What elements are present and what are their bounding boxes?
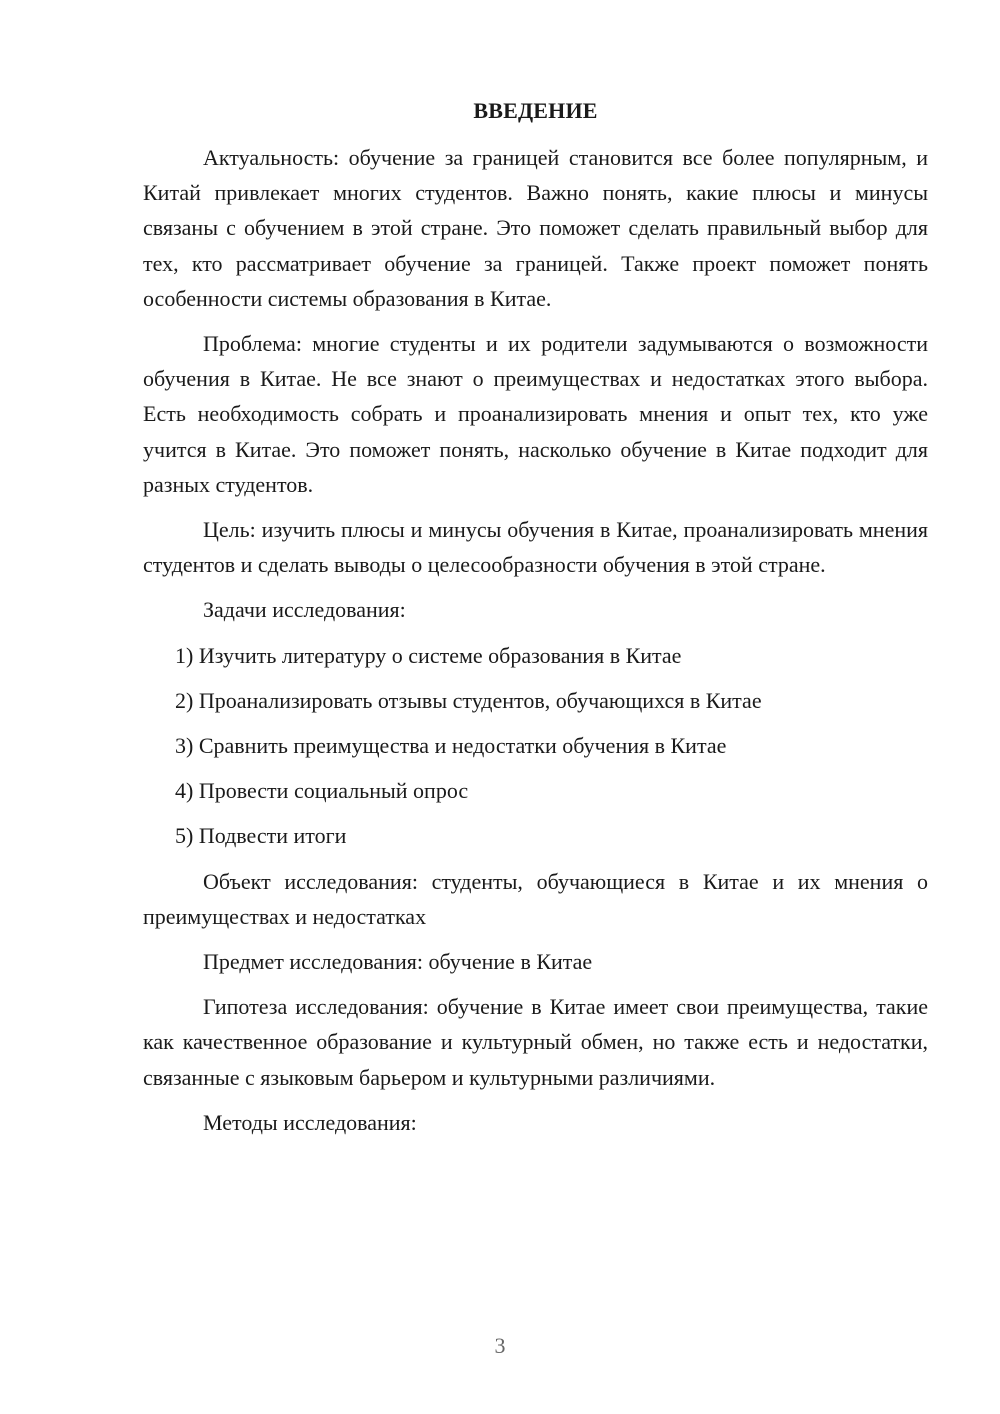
task-item: 4) Провести социальный опрос [175,778,469,804]
tasks-heading: Задачи исследования: [203,597,406,623]
page-number: 3 [494,1333,506,1358]
subject-paragraph: Предмет исследования: обучение в Китае [203,949,593,975]
hypothesis-paragraph: Гипотеза исследования: обучение в Китае имеет свои преимущества, такие как качественное образование и культурный обмен, но также есть и недостатки, связанные с языковым барьером и культурными различиями. [143,994,928,1090]
section-title: ВВЕДЕНИЕ [473,98,598,123]
task-item: 5) Подвести итоги [175,823,347,849]
tasks-list [143,638,928,854]
task-item: 1) Изучить литературу о системе образования в Китае [175,642,682,668]
task-item: 3) Сравнить преимущества и недостатки обучения в Китае [175,733,727,759]
task-item: 2) Проанализировать отзывы студентов, обучающихся в Китае [175,687,762,713]
methods-heading: Методы исследования: [203,1109,417,1135]
relevance-paragraph: Актуальность: обучение за границей становится все более популярным, и Китай привлекает многих студентов. Важно понять, какие плюсы и минусы связаны с обучением в этой стране. Это поможет сделать правильный выбор для тех, кто рассматривает обучение за границей. Также проект поможет понять особенности системы образования в Китае. [143,145,928,311]
problem-paragraph: Проблема: многие студенты и их родители задумываются о возможности обучения в Китае. Не все знают о преимуществах и недостатках этого выбора. Есть необходимость собрать и проанализировать мнения и опыт тех, кто уже учится в Китае. Это поможет понять, насколько обучение в Китае подходит для разных студентов. [143,331,928,497]
object-paragraph: Объект исследования: студенты, обучающиеся в Китае и их мнения о преимуществах и недостатках [143,868,928,929]
document-page [143,96,928,1150]
goal-paragraph: Цель: изучить плюсы и минусы обучения в Китае, проанализировать мнения студентов и сделать выводы о целесообразности обучения в этой стране. [143,517,928,578]
